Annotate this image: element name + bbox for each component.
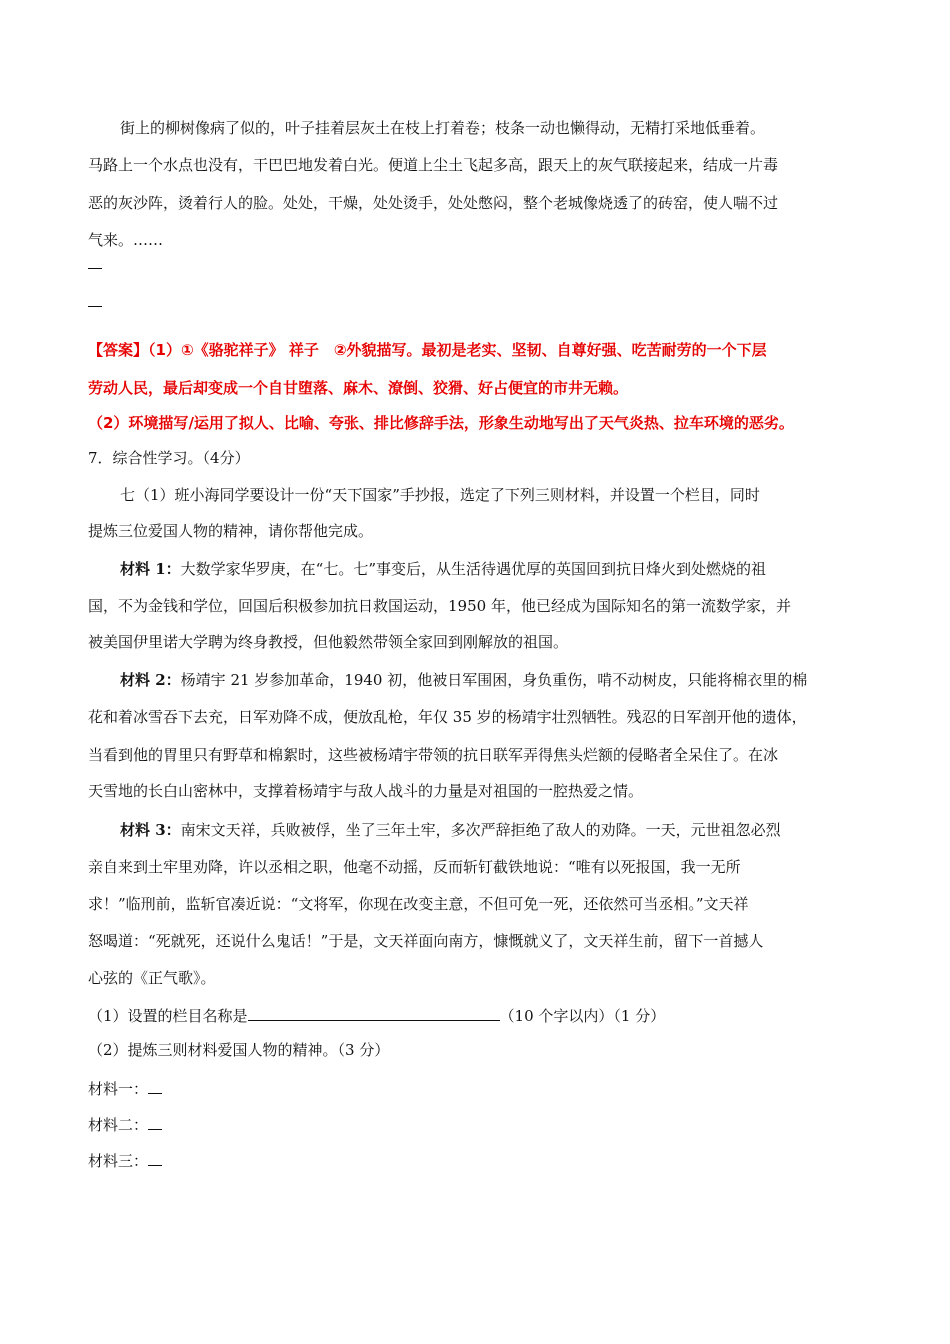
material-1-line-2: 国，不为金钱和学位，回国后积极参加抗日救国运动，1950 年，他已经成为国际知名的第一流数学家，并 — [88, 597, 791, 615]
answer-row-3-blank[interactable] — [148, 1149, 162, 1166]
material-2-text: 杨靖宇 21 岁参加革命，1940 初，他被日军围困，身负重伤，啃不动树皮，只能将棉衣里的棉 — [180, 671, 808, 689]
answer-row-3-label: 材料三： — [88, 1152, 149, 1170]
passage-line-1: 街上的柳树像病了似的，叶子挂着层灰土在枝上打着卷；枝条一动也懒得动，无精打采地低垂着。 — [120, 119, 766, 137]
sub-question-1-prefix: （1）设置的栏目名称是 — [88, 1007, 248, 1025]
answer-line-2: 劳动人民，最后却变成一个自甘堕落、麻木、潦倒、狡猾、好占便宜的市井无赖。 — [88, 379, 629, 397]
material-2-line-3: 当看到他的胃里只有野草和棉絮时，这些被杨靖宇带领的抗日联军弄得焦头烂额的侵略者全呆住了。在冰 — [88, 746, 779, 764]
material-3-line-1 — [0, 820, 950, 840]
material-1-label: 材料 1： — [120, 560, 181, 578]
material-3-line-2: 亲自来到土牢里劝降，许以丞相之职，他毫不动摇，反而斩钉截铁地说：“唯有以死报国，我一无所 — [88, 858, 741, 876]
answer-row-2 — [0, 1113, 950, 1135]
sub-question-1 — [0, 1004, 950, 1026]
answer-row-2-blank[interactable] — [148, 1113, 162, 1130]
material-3-line-5: 心弦的《正气歌》。 — [88, 969, 216, 987]
material-2-line-1 — [0, 670, 950, 690]
answer-blank-line — [88, 306, 102, 307]
material-3-label: 材料 3： — [120, 821, 181, 839]
answer-row-3 — [0, 1149, 950, 1171]
answer-line-1: 【答案】（1）①《骆驼祥子》 祥子 ②外貌描写。最初是老实、坚韧、自尊好强、吃苦耐劳的一个下层 — [88, 341, 767, 359]
material-3-line-3: 求！”临刑前，监斩官凑近说：“文将军，你现在改变主意，不但可免一死，还依然可当丞相。”文天祥 — [88, 895, 749, 913]
question-7-intro-1: 七（1）班小海同学要设计一份“天下国家”手抄报，选定了下列三则材料，并设置一个栏目，同时 — [120, 486, 760, 504]
passage-line-2: 马路上一个水点也没有，干巴巴地发着白光。便道上尘土飞起多高，跟天上的灰气联接起来，结成一片毒 — [88, 156, 779, 174]
material-1-line-3: 被美国伊里诺大学聘为终身教授，但他毅然带领全家回到刚解放的祖国。 — [88, 633, 569, 651]
material-1-line-1 — [0, 559, 950, 579]
answer-row-1-label: 材料一： — [88, 1080, 149, 1098]
passage-line-3: 恶的灰沙阵，烫着行人的脸。处处，干燥，处处烫手，处处憋闷，整个老城像烧透了的砖窑，使人喘不过 — [88, 194, 779, 212]
question-7-heading: 7．综合性学习。（4分） — [88, 449, 250, 467]
material-2-label: 材料 2： — [120, 671, 181, 689]
answer-row-1 — [0, 1077, 950, 1099]
answer-line-3: （2）环境描写/运用了拟人、比喻、夸张、排比修辞手法，形象生动地写出了天气炎热、拉车环境的恶劣。 — [88, 414, 794, 432]
answer-row-1-blank[interactable] — [148, 1077, 162, 1094]
column-name-blank[interactable] — [248, 1004, 500, 1021]
passage-line-4: 气来。…… — [88, 231, 164, 249]
sub-question-1-suffix: （10 个字以内）（1 分） — [499, 1007, 666, 1025]
answer-row-2-label: 材料二： — [88, 1116, 149, 1134]
question-7-intro-2: 提炼三位爱国人物的精神，请你帮他完成。 — [88, 522, 374, 540]
material-1-text: 大数学家华罗庚，在“七。七”事变后，从生活待遇优厚的英国回到抗日烽火到处燃烧的祖 — [180, 560, 767, 578]
material-2-line-4: 天雪地的长白山密林中，支撑着杨靖宇与敌人战斗的力量是对祖国的一腔热爱之情。 — [88, 782, 644, 800]
answer-blank-line — [88, 268, 102, 269]
material-2-line-2: 花和着冰雪吞下去充，日军劝降不成，便放乱枪，年仅 35 岁的杨靖宇壮烈牺牲。残忍的日军剖开他的遗体， — [88, 708, 807, 726]
material-3-text: 南宋文天祥，兵败被俘，坐了三年土牢，多次严辞拒绝了敌人的劝降。一天，元世祖忽必烈 — [180, 821, 781, 839]
sub-question-2: （2）提炼三则材料爱国人物的精神。（3 分） — [88, 1041, 390, 1059]
material-3-line-4: 怒喝道：“死就死，还说什么鬼话！”于是，文天祥面向南方，慷慨就义了，文天祥生前，留下一首撼人 — [88, 932, 764, 950]
